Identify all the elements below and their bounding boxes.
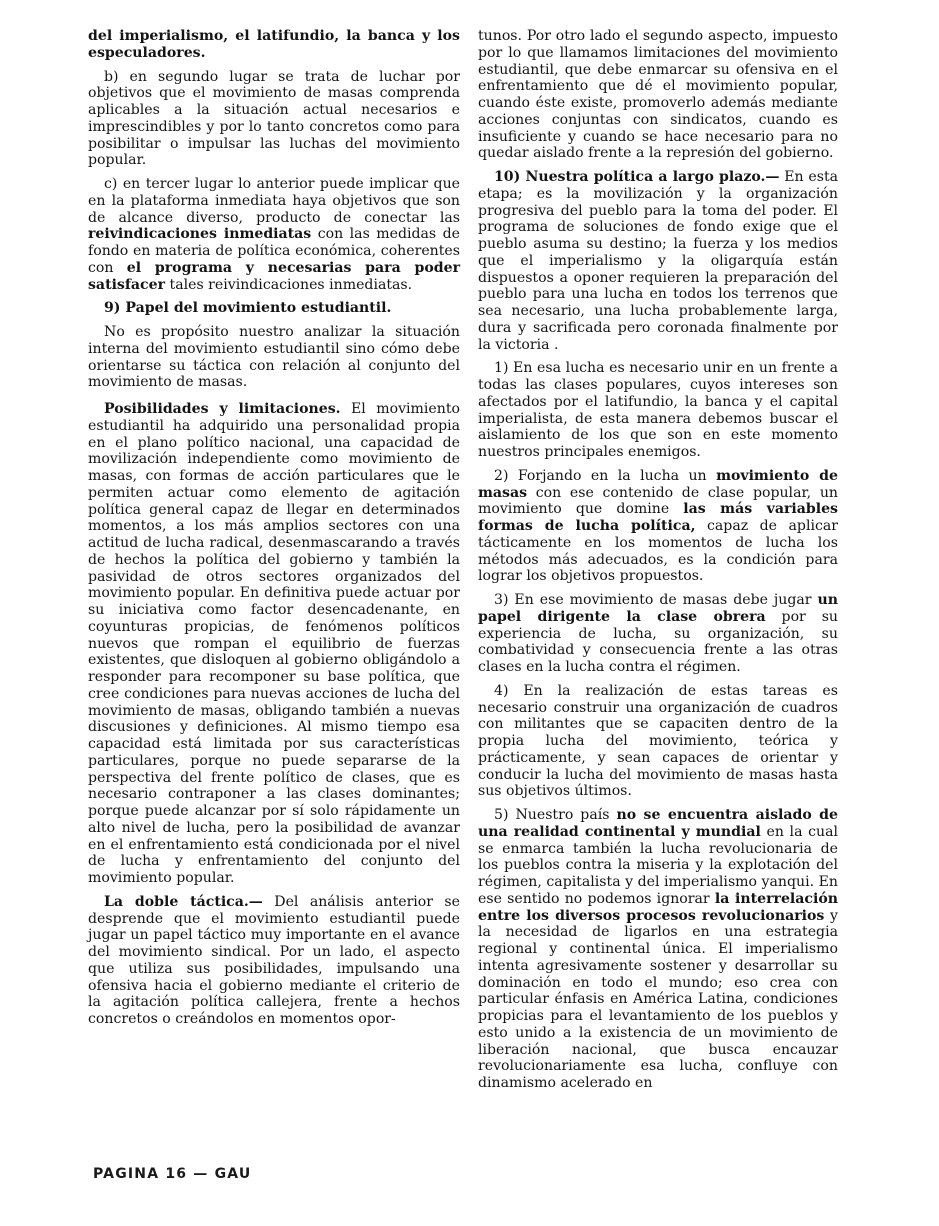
section-9-intro: No es propósito nuestro analizar la situación interna del movimiento estudiantil sino cómo debe orientarse su táctica con relación al conjunto del movimiento de masas. (88, 324, 460, 391)
posibilidades-heading: Posibilidades y limitaciones. (104, 401, 341, 417)
page-footer: PAGINA 16 — GAU (93, 1166, 252, 1182)
paragraph-continuation: del imperialismo, el latifundio, la banca y los especuladores. (88, 28, 460, 61)
point-3 (478, 592, 838, 676)
section-10-paragraph (478, 169, 838, 353)
paragraph-c-text-2: con las medidas de fondo en materia de política económica, coherentes con (88, 226, 460, 276)
paragraph-b: b) en segundo lugar se trata de luchar por objetivos que el movimiento de masas comprenda aplicables a la situación actual necesarios e imprescindibles y por lo tanto concretos como para posibilitar o impulsar las luchas del movimiento popular. (88, 68, 460, 169)
point-5-text-3: y la necesidad de ligarlos en una estrategia regional y continental única. El imperialismo intenta agresivamente sostener y desarrollar su dominación en todo el mundo; eso crea con particular énfasis en América Latina, condiciones propicias para el levantamiento de los pueblos y esto unido a la existencia de un movimiento de liberación nacional, que busca encauzar revolucionariamente esa lucha, confluye con dinamismo acelerado en (478, 907, 838, 1091)
point-2 (478, 468, 838, 585)
point-5-text-2: en la cual se enmarca también la lucha revolucionaria de los pueblos contra la miseria y la explotación del régimen, capitalista y del imperialismo yanqui. En ese sentido no podemos ignorar (478, 823, 838, 907)
section-9-heading: 9) Papel del movimiento estudiantil. (104, 300, 392, 317)
paragraph-c (88, 176, 460, 293)
doble-tactica-paragraph (88, 894, 460, 1028)
point-5-text: 5) Nuestro país (494, 807, 617, 823)
point-5-bold: no se encuentra aislado de una realidad continental y mundial (478, 807, 838, 840)
posibilidades-body: El movimiento estudiantil ha adquirido una personalidad propia en el plano político nacional, una capacidad de movilización independiente como movimiento de masas, con formas de acción particulares que le permiten actuar como elemento de agitación política general capaz de llegar en determinados momentos, a los más amplios sectores con una actitud de lucha radical, desenmascarando a través de hechos la política del gobierno y también la pasividad de otros sectores organizados del movimiento popular. En definitiva puede actuar por su iniciativa como factor desencadenante, en coyunturas propicias, de fenómenos políticos nuevos que rompan el equilibrio de fuerzas existentes, que disloquen al gobierno obligándolo a responder para recomponer su base política, que cree condiciones para nuevas acciones de lucha del movimiento de masas, obligando también a nuevas discusiones y definiciones. Al mismo tiempo esa capacidad está limitada por sus características particulares, porque no puede separarse de la perspectiva del frente político de clases, que es necesario contraponer a las clases dominantes; porque puede alcanzar por sí solo rápidamente un alto nivel de lucha, pero la posibilidad de avanzar en el enfrentamiento está condicionada por el nivel de lucha y enfrentamiento del conjunto del movimiento popular. (88, 401, 460, 886)
point-2-bold-2: las más variables formas de lucha política, (478, 501, 838, 534)
point-1: 1) En esa lucha es necesario unir en un frente a todas las clases populares, cuyos intereses son afectados por el latifundio, la banca y el capital imperialista, de esta manera debemos buscar el aislamiento de los que son en este momento nuestros principales enemigos. (478, 360, 838, 460)
point-5 (478, 807, 838, 1092)
paragraph-c-bold-2: el programa y necesarias para poder satisfacer (88, 259, 460, 293)
paragraph-c-bold: reivindicaciones inmediatas (88, 226, 312, 243)
doble-tactica-heading: La doble táctica.— (104, 893, 263, 910)
doble-tactica-body: Del análisis anterior se desprende que el movimiento estudiantil puede jugar un papel táctico muy importante en el avance del movimiento sindical. Por un lado, el aspecto que utiliza sus posibilidades, impulsando una ofensiva hacia el gobierno mediante el criterio de la agitación política callejera, frente a hechos concretos o creándolos en momentos opor- (88, 893, 460, 1027)
posibilidades-paragraph (88, 401, 460, 887)
section-10-body: En esta etapa; es la movilización y la organización progresiva del pueblo para la toma del poder. El programa de soluciones de fondo exige que el pueblo asuma su destino; la fuerza y los medios que el imperialismo y la oligarquía están dispuestos a oponer requieren la preparación del pueblo para una lucha en todos los terrenos que sea necesario, una lucha probablemente larga, dura y sacrificada pero coronada finalmente por la victoria . (478, 169, 839, 353)
point-3-text-2: por su experiencia de lucha, su organización, su combatividad y consecuencia frente a las otras clases en la lucha contra el régimen. (478, 608, 839, 675)
point-2-text-3: capaz de aplicar tácticamente en los momentos de lucha los métodos más adecuados, es la condición para lograr los objetivos propuestos. (478, 518, 838, 585)
paragraph-c-text-3: tales reivindicaciones inmediatas. (165, 276, 413, 293)
left-column (88, 28, 460, 1035)
right-column (478, 28, 838, 1099)
point-2-text-2: con ese contenido de clase popular, un movimiento que domine (478, 484, 838, 518)
point-5-bold-2: la interrelación entre los diversos procesos revolucionarios (478, 890, 839, 924)
paragraph-c-text: c) en tercer lugar lo anterior puede implicar que en la plataforma inmediata haya objetivos que son de alcance diverso, producto de conectar las (88, 176, 460, 226)
point-4: 4) En la realización de estas tareas es necesario construir una organización de cuadros con militantes que se capaciten dentro de la propia lucha del movimiento, teórica y prácticamente, y sean capaces de orientar y conducir la lucha del movimiento de masas hasta sus objetivos últimos. (478, 682, 838, 800)
paragraph-continuation-right: tunos. Por otro lado el segundo aspecto, impuesto por lo que llamamos limitaciones del movimiento estudiantil, que debe enmarcar su ofensiva en el enfrentamiento que dé el movimiento popular, cuando éste existe, promoverlo además mediante acciones conjuntas con sindicatos, cuando es insuficiente y cuando se hace necesario para no quedar aislado frente a la represión del gobierno. (478, 28, 838, 162)
point-3-text: 3) En ese movimiento de masas debe jugar (494, 592, 818, 608)
point-2-bold: movimiento de masas (478, 467, 839, 501)
section-10-heading: 10) Nuestra política a largo plazo.— (494, 169, 780, 185)
point-3-bold: un papel dirigente la clase obrera (478, 592, 838, 625)
point-2-text: 2) Forjando en la lucha un (494, 467, 717, 484)
